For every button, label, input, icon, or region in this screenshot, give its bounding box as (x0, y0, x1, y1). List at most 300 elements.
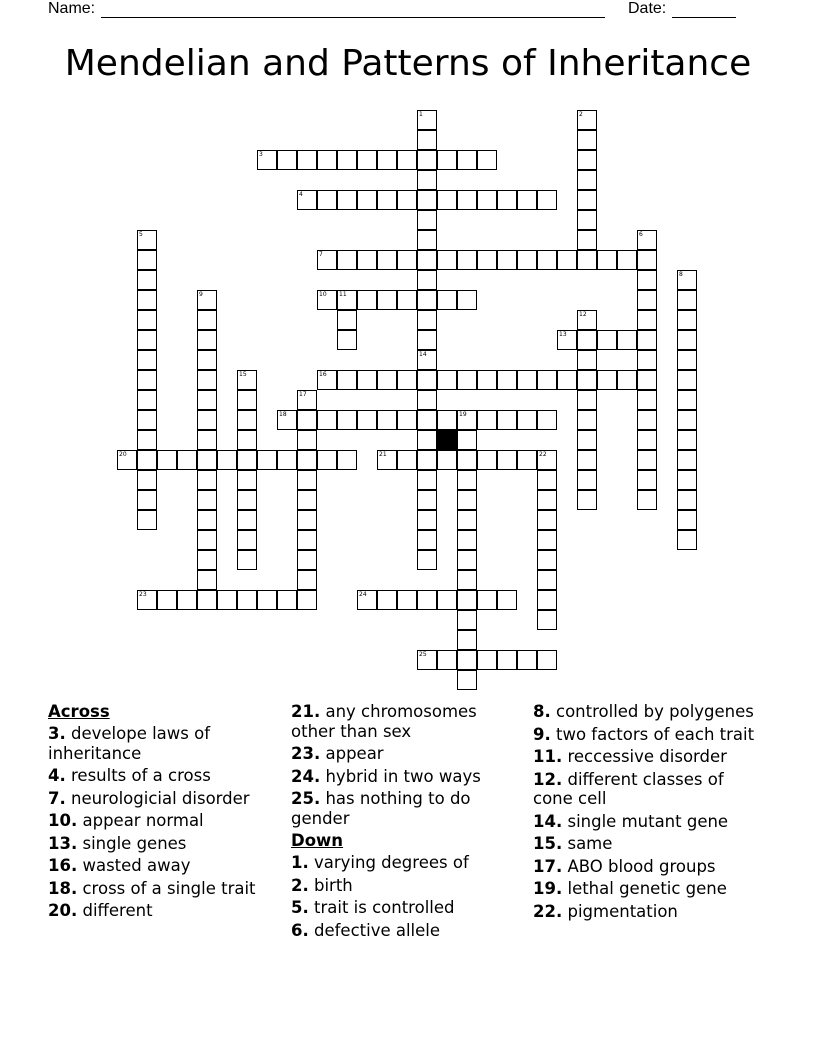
crossword-cell[interactable] (457, 550, 477, 570)
crossword-cell[interactable] (317, 450, 337, 470)
crossword-cell[interactable] (457, 450, 477, 470)
crossword-cell[interactable] (577, 410, 597, 430)
crossword-cell[interactable] (417, 330, 437, 350)
crossword-cell[interactable] (397, 150, 417, 170)
crossword-cell[interactable] (417, 650, 437, 670)
crossword-cell[interactable] (297, 470, 317, 490)
crossword-cell[interactable] (677, 450, 697, 470)
crossword-cell[interactable] (197, 290, 217, 310)
crossword-cell[interactable] (537, 470, 557, 490)
crossword-cell[interactable] (517, 650, 537, 670)
crossword-cell[interactable] (197, 330, 217, 350)
crossword-cell[interactable] (437, 370, 457, 390)
crossword-cell[interactable] (577, 210, 597, 230)
crossword-cell[interactable] (197, 590, 217, 610)
crossword-cell[interactable] (617, 370, 637, 390)
crossword-cell[interactable] (457, 410, 477, 430)
crossword-cell[interactable] (417, 350, 437, 370)
crossword-cell[interactable] (477, 150, 497, 170)
clue-text: pigmentation (562, 901, 678, 921)
crossword-cell[interactable] (337, 250, 357, 270)
crossword-cell[interactable] (457, 630, 477, 650)
crossword-cell[interactable] (677, 310, 697, 330)
crossword-cell[interactable] (577, 390, 597, 410)
crossword-cell[interactable] (297, 430, 317, 450)
crossword-cell[interactable] (397, 410, 417, 430)
crossword-cell[interactable] (377, 590, 397, 610)
crossword-cell[interactable] (457, 650, 477, 670)
crossword-cell[interactable] (597, 250, 617, 270)
crossword-cell[interactable] (437, 410, 457, 430)
crossword-cell[interactable] (497, 450, 517, 470)
crossword-cell[interactable] (197, 390, 217, 410)
crossword-cell[interactable] (417, 170, 437, 190)
crossword-cell[interactable] (197, 470, 217, 490)
clue-item (48, 789, 280, 809)
crossword-cell[interactable] (237, 550, 257, 570)
crossword-cell[interactable] (517, 370, 537, 390)
crossword-cell[interactable] (457, 150, 477, 170)
crossword-cell[interactable] (337, 150, 357, 170)
crossword-cell[interactable] (417, 310, 437, 330)
clue-item (48, 724, 280, 763)
crossword-cell[interactable] (517, 410, 537, 430)
crossword-cell[interactable] (277, 590, 297, 610)
crossword-cell[interactable] (457, 470, 477, 490)
crossword-cell[interactable] (457, 610, 477, 630)
crossword-cell[interactable] (197, 530, 217, 550)
crossword-cell[interactable] (197, 450, 217, 470)
crossword-cell[interactable] (577, 310, 597, 330)
crossword-cell[interactable] (397, 590, 417, 610)
crossword-cell[interactable] (397, 190, 417, 210)
crossword-cell[interactable] (137, 330, 157, 350)
crossword-cell[interactable] (577, 430, 597, 450)
clue-text: trait is controlled (308, 898, 455, 917)
crossword-cell[interactable] (157, 590, 177, 610)
clue-text: appear normal (77, 811, 204, 830)
clue-text: varying degrees of (308, 853, 469, 872)
crossword-cell[interactable] (417, 130, 437, 150)
crossword-cell[interactable] (457, 570, 477, 590)
crossword-cell[interactable] (537, 410, 557, 430)
crossword-cell[interactable] (577, 470, 597, 490)
crossword-cell[interactable] (157, 450, 177, 470)
crossword-cell[interactable] (477, 410, 497, 430)
crossword-cell[interactable] (517, 250, 537, 270)
crossword-cell[interactable] (337, 330, 357, 350)
crossword-cell[interactable] (137, 590, 157, 610)
cell-number: 7 (319, 251, 323, 258)
crossword-cell[interactable] (537, 650, 557, 670)
cell-number: 21 (379, 451, 387, 458)
crossword-cell[interactable] (337, 450, 357, 470)
down-heading: Down (291, 831, 344, 850)
crossword-cell[interactable] (577, 150, 597, 170)
crossword-cell[interactable] (477, 190, 497, 210)
clue-item (291, 921, 523, 941)
crossword-cell[interactable] (237, 410, 257, 430)
crossword-cell[interactable] (677, 330, 697, 350)
crossword-cell[interactable] (317, 150, 337, 170)
crossword-cell[interactable] (417, 590, 437, 610)
crossword-cell[interactable] (337, 410, 357, 430)
crossword-cell[interactable] (137, 510, 157, 530)
crossword-cell[interactable] (357, 290, 377, 310)
crossword-cell[interactable] (537, 590, 557, 610)
crossword-cell[interactable] (637, 410, 657, 430)
clue-text: results of a cross (65, 766, 211, 785)
crossword-cell[interactable] (457, 530, 477, 550)
crossword-cell[interactable] (557, 330, 577, 350)
crossword-cell[interactable] (637, 470, 657, 490)
crossword-cell[interactable] (437, 290, 457, 310)
crossword-cell[interactable] (137, 230, 157, 250)
cell-number: 1 (419, 111, 423, 118)
crossword-cell[interactable] (297, 550, 317, 570)
crossword-cell[interactable] (277, 410, 297, 430)
crossword-cell[interactable] (497, 410, 517, 430)
crossword-cell[interactable] (137, 430, 157, 450)
crossword-cell[interactable] (137, 290, 157, 310)
crossword-cell[interactable] (637, 350, 657, 370)
crossword-cell[interactable] (137, 270, 157, 290)
crossword-cell[interactable] (297, 530, 317, 550)
crossword-cell[interactable] (677, 530, 697, 550)
crossword-cell[interactable] (137, 350, 157, 370)
crossword-cell[interactable] (417, 510, 437, 530)
crossword-cell[interactable] (257, 590, 277, 610)
crossword-cell[interactable] (137, 450, 157, 470)
crossword-cell[interactable] (237, 370, 257, 390)
crossword-cell[interactable] (337, 190, 357, 210)
crossword-cell[interactable] (297, 390, 317, 410)
crossword-cell[interactable] (537, 570, 557, 590)
clue-number: 5. (291, 898, 309, 917)
crossword-cell[interactable] (137, 470, 157, 490)
crossword-cell[interactable] (577, 170, 597, 190)
crossword-cell[interactable] (417, 430, 437, 450)
cell-number: 25 (419, 651, 427, 658)
cell-number: 3 (259, 151, 263, 158)
clue-item (48, 901, 280, 921)
clue-number: 2. (291, 875, 309, 895)
crossword-cell[interactable] (537, 550, 557, 570)
clue-number: 8. (533, 702, 551, 721)
clue-text: wasted away (77, 856, 191, 875)
crossword-cell[interactable] (537, 250, 557, 270)
crossword-cell[interactable] (417, 470, 437, 490)
clue-number: 20. (48, 901, 78, 920)
crossword-cell[interactable] (437, 150, 457, 170)
crossword-cell[interactable] (457, 190, 477, 210)
crossword-cell[interactable] (197, 510, 217, 530)
crossword-cell[interactable] (637, 270, 657, 290)
crossword-cell[interactable] (497, 370, 517, 390)
crossword-cell[interactable] (357, 190, 377, 210)
crossword-cell[interactable] (537, 530, 557, 550)
crossword-cell[interactable] (397, 290, 417, 310)
crossword-cell[interactable] (577, 130, 597, 150)
crossword-cell[interactable] (417, 490, 437, 510)
clue-text: appear (320, 744, 384, 763)
crossword-cell[interactable] (577, 330, 597, 350)
crossword-cell[interactable] (457, 590, 477, 610)
crossword-cell[interactable] (417, 270, 437, 290)
crossword-cell[interactable] (437, 250, 457, 270)
crossword-cell[interactable] (417, 190, 437, 210)
crossword-cell[interactable] (637, 490, 657, 510)
crossword-cell[interactable] (637, 450, 657, 470)
crossword-cell[interactable] (577, 370, 597, 390)
crossword-cell[interactable] (377, 370, 397, 390)
crossword-cell[interactable] (197, 490, 217, 510)
cell-number: 6 (639, 231, 643, 238)
crossword-cell[interactable] (277, 450, 297, 470)
crossword-cell[interactable] (557, 370, 577, 390)
clue-number: 12. (533, 769, 563, 789)
crossword-cell[interactable] (257, 450, 277, 470)
crossword-cell[interactable] (477, 590, 497, 610)
crossword-cell[interactable] (577, 250, 597, 270)
crossword-cell[interactable] (497, 250, 517, 270)
cell-number: 4 (299, 191, 303, 198)
crossword-cell[interactable] (517, 450, 537, 470)
crossword-cell[interactable] (457, 430, 477, 450)
crossword-cell[interactable] (537, 190, 557, 210)
cell-number: 24 (359, 591, 367, 598)
crossword-cell[interactable] (637, 330, 657, 350)
crossword-cell[interactable] (617, 250, 637, 270)
crossword-cell[interactable] (137, 390, 157, 410)
clue-text: cross of a single trait (77, 878, 256, 898)
crossword-cell[interactable] (197, 570, 217, 590)
crossword-cell[interactable] (417, 230, 437, 250)
crossword-cell[interactable] (297, 150, 317, 170)
crossword-cell[interactable] (637, 290, 657, 310)
crossword-cell[interactable] (537, 490, 557, 510)
crossword-cell[interactable] (297, 450, 317, 470)
crossword-black-cell (437, 430, 457, 450)
crossword-cell[interactable] (417, 210, 437, 230)
crossword-cell[interactable] (437, 650, 457, 670)
crossword-cell[interactable] (437, 590, 457, 610)
crossword-cell[interactable] (637, 430, 657, 450)
clue-text: single genes (77, 833, 187, 853)
crossword-cell[interactable] (457, 290, 477, 310)
crossword-cell[interactable] (357, 590, 377, 610)
cell-number: 16 (319, 371, 327, 378)
crossword-cell[interactable] (357, 150, 377, 170)
crossword-cell[interactable] (257, 150, 277, 170)
crossword-cell[interactable] (437, 190, 457, 210)
crossword-cell[interactable] (457, 670, 477, 690)
crossword-cell[interactable] (417, 450, 437, 470)
crossword-cell[interactable] (577, 350, 597, 370)
crossword-cell[interactable] (417, 290, 437, 310)
crossword-cell[interactable] (477, 250, 497, 270)
crossword-cell[interactable] (237, 470, 257, 490)
clue-item (48, 811, 280, 831)
crossword-cell[interactable] (337, 310, 357, 330)
clue-number: 9. (533, 724, 551, 744)
crossword-cell[interactable] (677, 390, 697, 410)
crossword-cell[interactable] (197, 430, 217, 450)
clue-number: 1. (291, 853, 309, 872)
crossword-cell[interactable] (457, 370, 477, 390)
crossword-cell[interactable] (297, 410, 317, 430)
clue-item (291, 744, 523, 764)
crossword-cell[interactable] (457, 510, 477, 530)
crossword-cell[interactable] (417, 370, 437, 390)
crossword-cell[interactable] (397, 450, 417, 470)
crossword-cell[interactable] (377, 410, 397, 430)
crossword-cell[interactable] (477, 650, 497, 670)
crossword-cell[interactable] (377, 190, 397, 210)
crossword-cell[interactable] (577, 490, 597, 510)
crossword-cell[interactable] (577, 450, 597, 470)
crossword-cell[interactable] (197, 550, 217, 570)
crossword-cell[interactable] (457, 250, 477, 270)
crossword-cell[interactable] (677, 410, 697, 430)
crossword-cell[interactable] (297, 510, 317, 530)
crossword-cell[interactable] (117, 450, 137, 470)
crossword-cell[interactable] (197, 370, 217, 390)
clue-number: 15. (533, 834, 563, 853)
crossword-cell[interactable] (637, 390, 657, 410)
cell-number: 2 (579, 111, 583, 118)
crossword-cell[interactable] (497, 650, 517, 670)
crossword-cell[interactable] (677, 490, 697, 510)
crossword-cell[interactable] (577, 190, 597, 210)
crossword-cell[interactable] (377, 450, 397, 470)
crossword-cell[interactable] (177, 590, 197, 610)
crossword-cell[interactable] (297, 490, 317, 510)
crossword-cell[interactable] (297, 590, 317, 610)
crossword-cell[interactable] (137, 250, 157, 270)
crossword-cell[interactable] (597, 370, 617, 390)
crossword-cell[interactable] (577, 110, 597, 130)
crossword-cell[interactable] (437, 450, 457, 470)
clue-number: 3. (48, 724, 66, 743)
crossword-cell[interactable] (237, 510, 257, 530)
crossword-cell[interactable] (677, 270, 697, 290)
crossword-cell[interactable] (137, 410, 157, 430)
clue-item (533, 879, 765, 899)
crossword-cell[interactable] (137, 310, 157, 330)
crossword-cell[interactable] (277, 150, 297, 170)
crossword-cell[interactable] (197, 310, 217, 330)
crossword-cell[interactable] (417, 250, 437, 270)
crossword-cell[interactable] (537, 610, 557, 630)
crossword-cell[interactable] (377, 150, 397, 170)
crossword-cell[interactable] (397, 250, 417, 270)
crossword-cell[interactable] (597, 330, 617, 350)
crossword-cell[interactable] (317, 250, 337, 270)
crossword-cell[interactable] (217, 590, 237, 610)
crossword-cell[interactable] (297, 570, 317, 590)
crossword-cell[interactable] (617, 330, 637, 350)
crossword-cell[interactable] (317, 410, 337, 430)
clue-text: same (562, 834, 613, 853)
crossword-cell[interactable] (177, 450, 197, 470)
crossword-cell[interactable] (477, 450, 497, 470)
crossword-cell[interactable] (317, 190, 337, 210)
crossword-cell[interactable] (417, 110, 437, 130)
crossword-cell[interactable] (357, 250, 377, 270)
crossword-cell[interactable] (637, 250, 657, 270)
crossword-cell[interactable] (637, 230, 657, 250)
clue-item (291, 876, 523, 896)
crossword-cell[interactable] (577, 230, 597, 250)
crossword-cell[interactable] (317, 290, 337, 310)
crossword-cell[interactable] (537, 370, 557, 390)
clue-item (48, 834, 280, 854)
crossword-cell[interactable] (317, 370, 337, 390)
clue-number: 24. (291, 766, 321, 786)
crossword-cell[interactable] (137, 370, 157, 390)
crossword-cell[interactable] (677, 510, 697, 530)
crossword-cell[interactable] (237, 430, 257, 450)
crossword-cell[interactable] (497, 590, 517, 610)
crossword-cell[interactable] (677, 470, 697, 490)
crossword-cell[interactable] (337, 370, 357, 390)
crossword-cell[interactable] (417, 390, 437, 410)
crossword-cell[interactable] (397, 370, 417, 390)
crossword-cell[interactable] (197, 350, 217, 370)
crossword-cell[interactable] (357, 370, 377, 390)
crossword-cell[interactable] (217, 450, 237, 470)
crossword-cell[interactable] (417, 150, 437, 170)
crossword-cell[interactable] (537, 510, 557, 530)
crossword-cell[interactable] (237, 490, 257, 510)
crossword-cell[interactable] (557, 250, 577, 270)
crossword-cell[interactable] (337, 290, 357, 310)
crossword-cell[interactable] (237, 390, 257, 410)
date-label: Date: (628, 0, 667, 17)
crossword-cell[interactable] (297, 190, 317, 210)
crossword-cell[interactable] (477, 370, 497, 390)
clue-text: reccessive disorder (562, 747, 727, 766)
crossword-cell[interactable] (677, 430, 697, 450)
crossword-cell[interactable] (517, 190, 537, 210)
crossword-cell[interactable] (417, 410, 437, 430)
crossword-cell[interactable] (137, 490, 157, 510)
crossword-cell[interactable] (377, 250, 397, 270)
crossword-cell[interactable] (457, 490, 477, 510)
crossword-cell[interactable] (637, 370, 657, 390)
crossword-cell[interactable] (357, 410, 377, 430)
clues-column-1 (48, 702, 280, 924)
crossword-cell[interactable] (417, 550, 437, 570)
crossword-cell[interactable] (237, 530, 257, 550)
clue-text: has nothing to do gender (291, 789, 471, 828)
clue-item (533, 902, 765, 922)
crossword-cell[interactable] (677, 290, 697, 310)
crossword-cell[interactable] (417, 530, 437, 550)
crossword-cell[interactable] (677, 350, 697, 370)
crossword-cell[interactable] (677, 370, 697, 390)
crossword-cell[interactable] (497, 190, 517, 210)
crossword-cell[interactable] (197, 410, 217, 430)
crossword-cell[interactable] (637, 310, 657, 330)
crossword-cell[interactable] (377, 290, 397, 310)
crossword-cell[interactable] (237, 450, 257, 470)
crossword-cell[interactable] (537, 450, 557, 470)
cell-number: 14 (419, 351, 427, 358)
crossword-cell[interactable] (237, 590, 257, 610)
clue-number: 10. (48, 811, 78, 830)
